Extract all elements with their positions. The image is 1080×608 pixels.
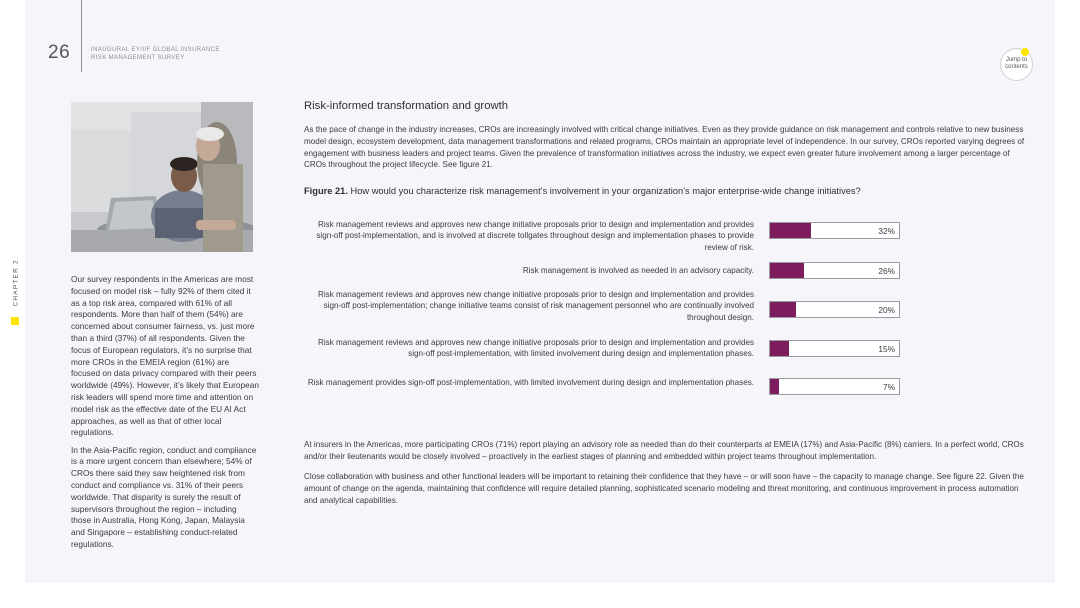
figure-label: Figure 21. (304, 186, 348, 196)
chapter-label: CHAPTER 2 (12, 259, 20, 307)
bar-track (769, 301, 900, 318)
bar-label: Risk management reviews and approves new change initiative proposals prior to design and implementation and provides sign-off post-implementation, and is involved at discrete tollgates throughout design and implementation phases to provide review of risk. (316, 220, 754, 252)
bar-value-label: 20% (878, 305, 895, 315)
bar-value-label: 26% (878, 266, 895, 276)
jump-to-contents-label[interactable] (1000, 57, 1033, 71)
bar-track (769, 262, 900, 279)
bar-fill (770, 302, 796, 317)
bar-track (769, 222, 900, 239)
survey-title-line1: INAUGURAL EY/IIF GLOBAL INSURANCE (91, 47, 220, 53)
bar-value-label: 15% (878, 344, 895, 354)
survey-title (91, 47, 220, 62)
bar-label: Risk management reviews and approves new change initiative proposals prior to design and implementation and provides sign-off post-implementation, with limited involvement during design and implementation phases. (318, 338, 754, 359)
left-paragraph-asia-pacific: In the Asia-Pacific region, conduct and compliance is a more urgent concern than elsewhere; 54% of CROs there said they saw heightened risk from conduct and compliance vs. 31% of their peers worldwide. That disparity is surely the result of supervisors throughout the region – including those in Australia, Hong Kong, Japan, Malaysia and Singapore – establishing conduct-related regulations. (71, 444, 257, 550)
bar-track (769, 340, 900, 357)
paragraph-americas-advisory: At insurers in the Americas, more participating CROs (71%) report playing an advisory role as needed than do their counterparts at EMEIA (17%) and Asia-Pacific (8%) carriers. In a perfect world, CROs and/or their lieutenants would be closely involved – proactively in the earliest stages of planning and embedded within project teams throughout implementation. (304, 440, 1024, 461)
header-divider (81, 0, 82, 72)
survey-title-line2: RISK MANAGEMENT SURVEY (91, 54, 185, 61)
intro-paragraph: As the pace of change in the industry increases, CROs are increasingly involved with critical change initiatives. Even as they provide guidance on risk management and controls relative to new business model design, ecosystem development, data management transformations and related programs, CROs maintain an appropriate level of independence. In our survey, CROs reported varying degrees of engagement with business leaders and project teams. Given the prevalence of transformation initiatives across the industry, we expect even greater future involvement among a larger percentage of CROs throughout the project lifecycle. See figure 21. (304, 125, 1025, 170)
paragraph-collaboration: Close collaboration with business and other functional leaders will be important to retaining their confidence that they have – or will soon have – the capacity to manage change. See figure 22. Given the amount of change on the agenda, maintaining that confidence will require detailed planning, sophisticated scenario modeling and threat monitoring, and continuous improvement in process automation and analytical capabilities. (304, 472, 1024, 505)
left-column-text (71, 274, 259, 556)
bar-fill (770, 379, 779, 394)
photo-two-businessmen-at-laptop (71, 102, 253, 252)
bar-fill (770, 263, 804, 278)
chapter-marker-icon (11, 317, 19, 325)
bar-label: Risk management provides sign-off post-implementation, with limited involvement during design and implementation phases. (307, 378, 754, 387)
bar-track (769, 378, 900, 395)
jump-dot-icon (1021, 48, 1029, 56)
bar-label: Risk management is involved as needed in an advisory capacity. (522, 266, 754, 275)
bar-value-label: 32% (878, 226, 895, 236)
figure-title (304, 186, 1044, 196)
page-number: 26 (48, 42, 71, 63)
jump-label-line2: contents (1005, 64, 1028, 70)
bar-label: Risk management reviews and approves new change initiative proposals prior to design and implementation and provides sign-off post-implementation; change initiative teams consist of risk management personnel who are continually involved throughout design. (318, 290, 754, 322)
photo-illustration (71, 102, 253, 252)
bar-value-label: 7% (883, 382, 895, 392)
jump-label-line1: Jump to (1005, 57, 1028, 63)
left-paragraph-americas: Our survey respondents in the Americas are most focused on model risk – fully 92% of them cited it as a top risk area, compared with 61% of all respondents. More than half of them (54%) are concerned about consumer fairness, vs. just more than a third (37%) of all respondents. Given the focus of European regulators, it’s no surprise that more CROs in the EMEIA region (61%) are focused on data privacy compared with their peers worldwide (49%). However, it’s likely that European risk leaders will spend more time and attention on model risk as the effective date of the EU AI Act approaches, as well as that of other local regulations. (71, 274, 259, 438)
figure-question: How would you characterize risk management’s involvement in your organization’s major enterprise-wide change initiatives? (350, 186, 861, 196)
bar-fill (770, 341, 789, 356)
bar-fill (770, 223, 811, 238)
section-heading: Risk-informed transformation and growth (304, 100, 509, 112)
